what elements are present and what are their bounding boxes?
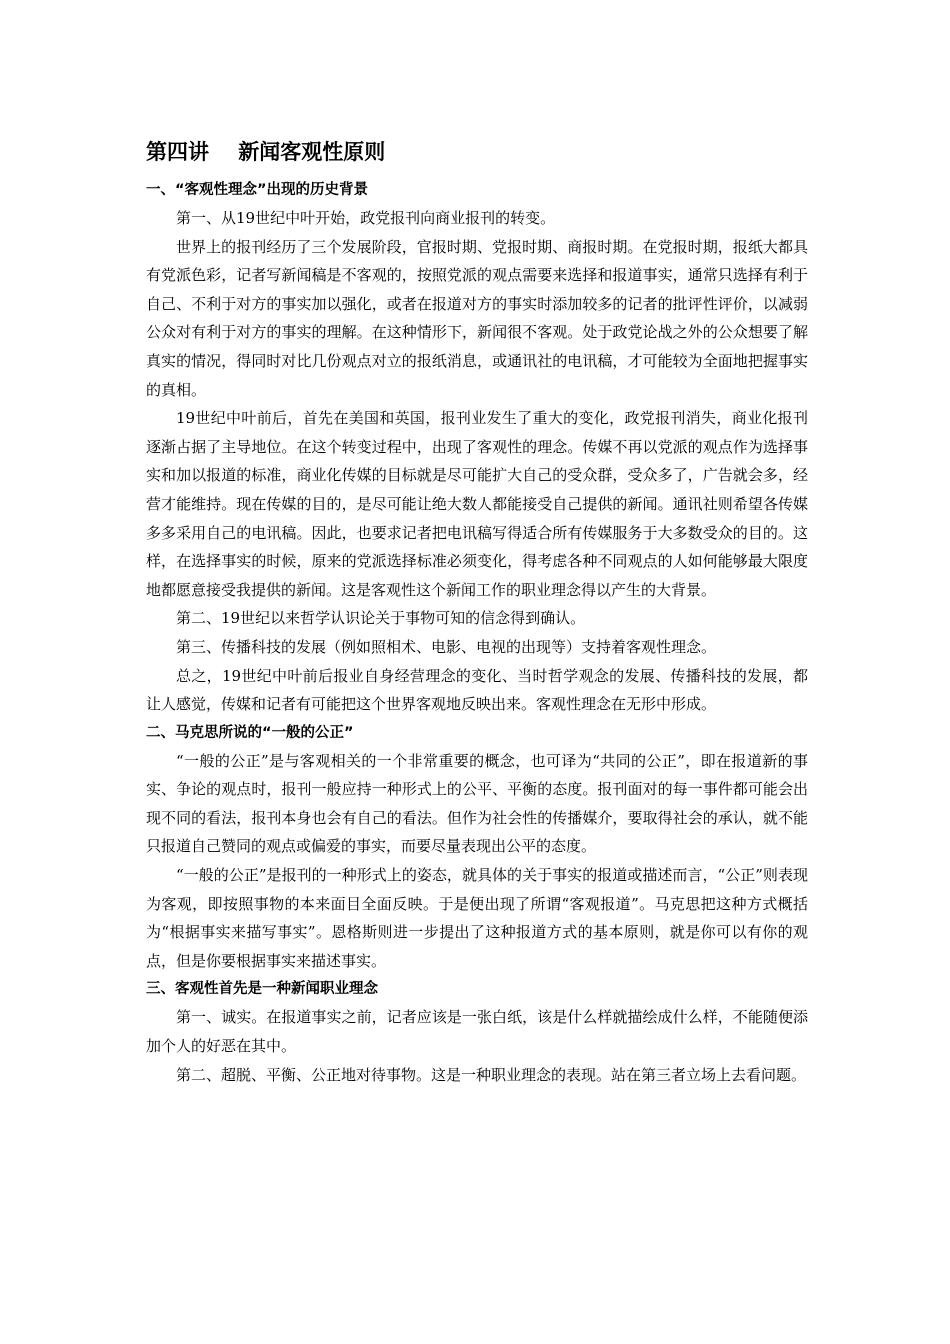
paragraph: 第三、传播科技的发展（例如照相术、电影、电视的出现等）支持着客观性理念。 <box>176 637 717 656</box>
paragraph: 19世纪中叶前后，首先在美国和英国，报刊业发生了重大的变化，政党报刊消失，商业化报刊逐渐占据了主导地位。在这个转变过程中，出现了客观性的理念。传媒不再以党派的观点作为选择事实和加以报道的标准，商业化传媒的目标就是尽可能扩大自己的受众群，受众多了，广告就会多，经营才能维持。现在传媒的目的，是尽可能让绝大数人都能接受自己提供的新闻。通讯社则希望各传媒多多采用自己的电讯稿。因此，也要求记者把电讯稿写得适合所有传媒服务于大多数受众的目的。这样，在选择事实的时候，原来的党派选择标准必须变化，得考虑各种不同观点的人如何能够最大限度地都愿意接受我提供的新闻。这是客观性这个新闻工作的职业理念得以产生的大背景。 <box>146 409 808 599</box>
section-heading: 二、马克思所说的“一般的公正” <box>146 724 354 741</box>
paragraph: 世界上的报刊经历了三个发展阶段，官报时期、党报时期、商报时期。在党报时期，报纸大都具有党派色彩，记者写新闻稿是不客观的，按照党派的观点需要来选择和报道事实，通常只选择有利于自己、不利于对方的事实加以强化，或者在报道对方的事实时添加较多的记者的批评性评价，以减弱公众对有利于对方的事实的理解。在这种情形下，新闻很不客观。处于政党论战之外的公众想要了解真实的情况，得同时对比几份观点对立的报纸消息，或通讯社的电讯稿，才可能较为全面地把握事实的真相。 <box>146 237 808 399</box>
paragraph: “一般的公正”是报刊的一种形式上的姿态，就具体的关于事实的报道或描述而言，“公正”则表现为客观，即按照事物的本来面目全面反映。于是便出现了所谓“客观报道”。马克思把这种方式概括为“根据事实来描写事实”。恩格斯则进一步提出了这种报道方式的基本原则，就是你可以有你的观点，但是你要根据事实来描述事实。 <box>146 866 808 970</box>
section-historical-background <box>146 176 808 719</box>
section-professional-ideal <box>146 975 808 1089</box>
paragraph: 总之，19世纪中叶前后报业自身经营理念的变化、当时哲学观念的发展、传播科技的发展，都让人感觉，传媒和记者有可能把这个世界客观地反映出来。客观性理念在无形中形成。 <box>146 666 808 714</box>
paragraph: 第一、从19世纪中叶开始，政党报刊向商业报刊的转变。 <box>176 209 556 227</box>
document-page <box>146 134 808 1089</box>
section-heading: 三、客观性首先是一种新闻职业理念 <box>146 981 378 998</box>
paragraph: 第二、19世纪以来哲学认识论关于事物可知的信念得到确认。 <box>176 609 586 628</box>
section-general-fairness <box>146 719 808 976</box>
page-title: 第四讲 新闻客观性原则 <box>146 140 386 164</box>
paragraph: “一般的公正”是与客观相关的一个非常重要的概念，也可译为“共同的公正”，即在报道新的事实、争论的观点时，报刊一般应持一种形式上的公平、平衡的态度。报刊面对的每一事件都可能会出现不同的看法，报刊本身也会有自己的看法。但作为社会性的传播媒介，要取得社会的承认，就不能只报道自己赞同的观点或偏爱的事实，而要尽量表现出公平的态度。 <box>146 751 808 856</box>
section-heading: 一、“客观性理念”出现的历史背景 <box>146 182 369 198</box>
paragraph: 第一、诚实。在报道事实之前，记者应该是一张白纸，该是什么样就描绘成什么样，不能随便添加个人的好恶在其中。 <box>146 1008 808 1056</box>
paragraph: 第二、超脱、平衡、公正地对待事物。这是一种职业理念的表现。站在第三者立场上去看问题。 <box>176 1065 807 1084</box>
